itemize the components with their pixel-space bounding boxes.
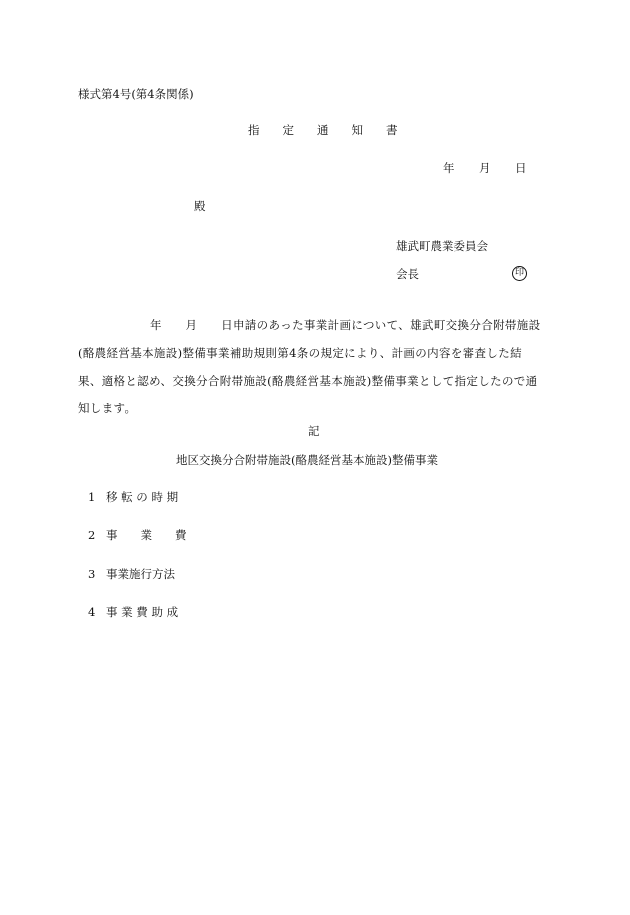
body-line: 知します。: [78, 401, 137, 415]
body-line: 果、適格と認め、交換分合附帯施設(酪農経営基本施設)整備事業として指定したので通: [78, 374, 538, 388]
item-number: 2: [88, 528, 96, 542]
item-label: 事業施行方法: [106, 567, 175, 581]
issuer-organization: 雄武町農業委員会: [396, 239, 488, 253]
item-label: 移 転 の 時 期: [106, 490, 179, 504]
project-name: 地区交換分合附帯施設(酪農経営基本施設)整備事業: [176, 453, 438, 467]
date-year: 年: [443, 161, 455, 175]
item-number: 3: [88, 567, 96, 581]
issuer-title: 会長: [396, 267, 419, 281]
seal-mark: 印: [512, 266, 527, 281]
document-title: 指 定 通 知 書: [248, 123, 398, 137]
form-label: 様式第4号(第4条関係): [78, 87, 194, 101]
body-line: 年 月 日申請のあった事業計画について、雄武町交換分合附帯施設: [150, 318, 541, 332]
item-label: 事 業 費 助 成: [106, 605, 179, 619]
date-month: 月: [479, 161, 491, 175]
date-day: 日: [515, 161, 527, 175]
body-line: (酪農経営基本施設)整備事業補助規則第4条の規定により、計画の内容を審査した結: [78, 346, 522, 360]
item-number: 1: [88, 490, 96, 504]
ki-heading: 記: [308, 424, 320, 438]
item-label: 事 業 費: [106, 528, 187, 542]
item-number: 4: [88, 605, 96, 619]
recipient-suffix: 殿: [194, 199, 206, 213]
